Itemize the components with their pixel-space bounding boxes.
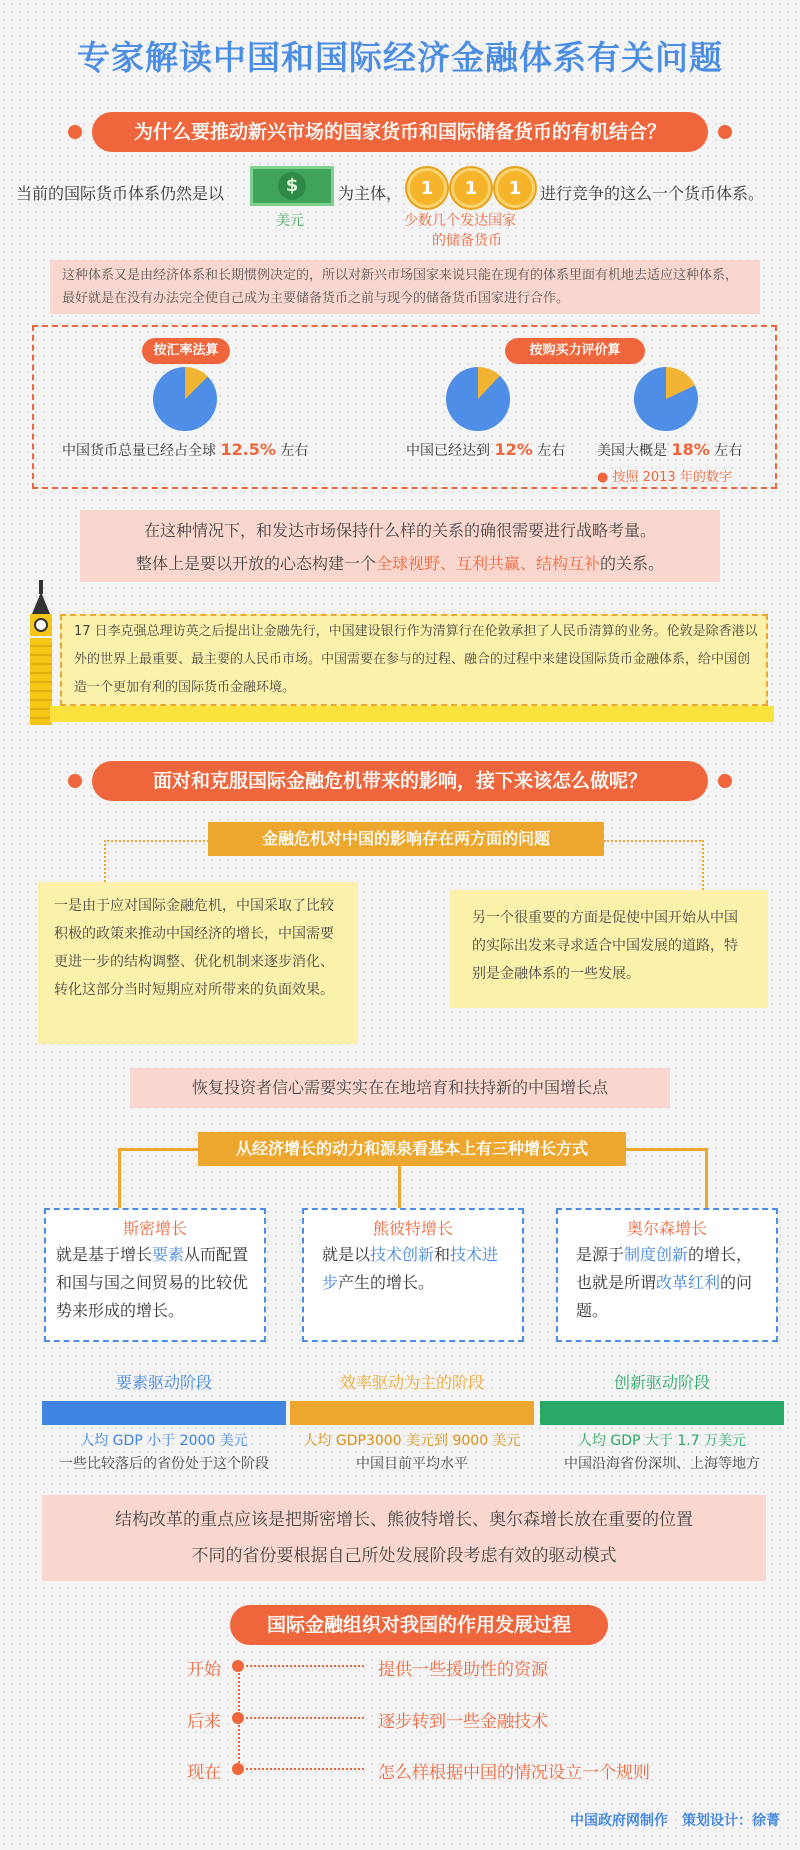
impact-connector-right	[604, 840, 704, 890]
schumpeter-box	[302, 1208, 524, 1342]
impact-right-box: 另一个很重要的方面是促使中国开始从中国的实际出发来寻求适合中国发展的道路，特别是金融体系的一些发展。	[450, 890, 768, 1008]
ppp-tag: 按购买力评价算	[505, 338, 645, 364]
timeline-what-2: 逐步转到一些金融技术	[378, 1712, 548, 1732]
schumpeter-highlight-2: 技术进步	[322, 1245, 499, 1292]
london-text: 17 日李克强总理访英之后提出让金融先行，中国建设银行作为清算行在伦敦承担了人民币清算的业务。伦敦是除香港以外的世界上最重要、最主要的人民币市场。中国需要在参与的过程、融合的过程中来建设国际货币金融体系，给中国创造一个更加有利的国际货币金融环境。	[74, 624, 758, 695]
schumpeter-text-3: 产生的增长。	[338, 1273, 435, 1292]
section1-question: 为什么要推动新兴市场的国家货币和国际储备货币的有机结合？	[92, 112, 708, 152]
three-ways-title: 从经济增长的动力和源泉看基本上有三种增长方式	[198, 1132, 626, 1166]
reform-line-2: 不同的省份要根据自己所处发展阶段考虑有效的驱动模式	[191, 1546, 617, 1566]
stage-3-desc: 中国沿海省份深圳、上海等地方	[564, 1456, 760, 1472]
big-ben-icon	[28, 580, 54, 725]
timeline-what-1: 提供一些援助性的资源	[378, 1660, 548, 1680]
olson-text-1: 是源于	[576, 1245, 625, 1264]
smith-text	[56, 1241, 254, 1325]
olson-text-3: 的问题。	[576, 1273, 753, 1320]
pie3-caption-post: 左右	[709, 443, 743, 459]
pie2-value: 12%	[494, 440, 533, 459]
strategy-ribbon	[80, 510, 720, 582]
pill-dot-right	[718, 125, 732, 139]
coins-label-2: 的储备货币	[432, 233, 502, 249]
timeline-when-3: 现在	[187, 1763, 221, 1783]
confidence-ribbon: 恢复投资者信心需要实实在在地培育和扶持新的中国增长点	[130, 1068, 670, 1108]
olson-box	[556, 1208, 778, 1342]
dollar-bill-icon	[250, 166, 334, 206]
timeline-dot-2	[232, 1712, 244, 1724]
pie3-value: 18%	[671, 440, 710, 459]
stage-3-gdp: 人均 GDP 大于 1.7 万美元	[577, 1433, 747, 1449]
strategy-line-2-pre: 整体上是要以开放的心态构建一个	[135, 554, 376, 573]
timeline-connector-3	[246, 1768, 364, 1770]
smith-text-1: 就是基于增长	[56, 1245, 153, 1264]
stage-3-bar	[540, 1401, 784, 1425]
schumpeter-highlight-1: 技术创新	[370, 1245, 435, 1264]
strategy-line-2	[80, 547, 720, 580]
olson-highlight-2: 改革红利	[656, 1273, 721, 1292]
stage-2-gdp: 人均 GDP3000 美元到 9000 美元	[303, 1433, 521, 1449]
timeline-connector-2	[246, 1717, 364, 1719]
stage-1	[42, 1370, 286, 1473]
coin-icon: 1	[495, 168, 535, 208]
stage-3-name: 创新驱动阶段	[613, 1373, 710, 1392]
stage-2-name: 效率驱动为主的阶段	[339, 1373, 484, 1392]
footer-credit: 中国政府网制作 策划设计：徐菁	[570, 1813, 780, 1829]
currency-line-part3: 进行竞争的这么一个货币体系。	[540, 184, 765, 203]
reform-line-1: 结构改革的重点应该是把斯密增长、熊彼特增长、奥尔森增长放在重要的位置	[115, 1510, 693, 1530]
schumpeter-text-2: 和	[434, 1245, 451, 1264]
system-explanation: 这种体系又是由经济体系和长期惯例决定的，所以对新兴市场国家来说只能在现有的体系里面有机地去适应这种体系，最好就是在没有办法完全使自己成为主要储备货币之前与现今的储备货币国家进行合作。	[50, 260, 760, 314]
strategy-line-1: 在这种情况下，和发达市场保持什么样的关系的确很需要进行战略考量。	[143, 521, 656, 540]
stage-2	[290, 1370, 534, 1473]
dollar-sign-icon: $	[278, 172, 306, 200]
stage-1-gdp: 人均 GDP 小于 2000 美元	[80, 1433, 248, 1449]
coin-icon: 1	[451, 168, 491, 208]
pill-dot-left	[68, 125, 82, 139]
pill-dot-right	[718, 774, 732, 788]
exchange-rate-tag: 按汇率法算	[142, 338, 230, 364]
smith-box	[44, 1208, 266, 1342]
schumpeter-title: 熊彼特增长	[372, 1219, 453, 1238]
section3-title: 国际金融组织对我国的作用发展过程	[230, 1605, 608, 1645]
pie2-caption-pre: 中国已经达到	[406, 443, 495, 459]
currency-line-part1: 当前的国际货币体系仍然是以	[16, 184, 225, 203]
coins-label-1: 少数几个发达国家	[404, 213, 516, 229]
timeline-what-3: 怎么样根据中国的情况设立一个规则	[378, 1763, 650, 1783]
pill-dot-left	[68, 774, 82, 788]
pie2-caption	[406, 440, 565, 460]
stage-1-desc: 一些比较落后的省份处于这个阶段	[59, 1456, 269, 1472]
olson-title: 奥尔森增长	[626, 1219, 707, 1238]
pie3-caption	[597, 440, 742, 460]
smith-text-2: 从而配置和国与国之间贸易的比较优势来形成的增长。	[56, 1245, 249, 1320]
timeline-connector-1	[246, 1665, 364, 1667]
pie-china-money	[153, 367, 217, 431]
impact-title: 金融危机对中国的影响存在两方面的问题	[208, 822, 604, 856]
stage-2-desc: 中国目前平均水平	[356, 1456, 468, 1472]
page-title: 专家解读中国和国际经济金融体系有关问题	[77, 38, 723, 77]
dollar-label: 美元	[276, 213, 304, 229]
stage-2-bar	[290, 1401, 534, 1425]
timeline-when-1: 开始	[187, 1660, 221, 1680]
impact-left-box: 一是由于应对国际金融危机，中国采取了比较积极的政策来推动中国经济的增长，中国需要更进一步的结构调整、优化机制来逐步消化、转化这部分当时短期应对所带来的负面效果。	[38, 882, 358, 1044]
pie1-caption-post: 左右	[275, 443, 309, 459]
reform-box	[42, 1495, 766, 1581]
currency-line-part2: 为主体，	[338, 184, 403, 203]
stage-3	[540, 1370, 784, 1473]
stage-1-bar	[42, 1401, 286, 1425]
coin-icon: 1	[407, 168, 447, 208]
pie2-caption-post: 左右	[532, 443, 566, 459]
pie-china-ppp	[446, 367, 510, 431]
section2-question: 面对和克服国际金融危机带来的影响，接下来该怎么做呢？	[92, 761, 708, 801]
timeline-dot-3	[232, 1763, 244, 1775]
smith-highlight: 要素	[152, 1245, 185, 1264]
schumpeter-text	[322, 1241, 504, 1297]
year-note: ● 按照 2013 年的数字	[597, 470, 732, 485]
olson-text	[576, 1241, 758, 1325]
strategy-highlight: 全球视野、互利共赢、结构互补	[375, 554, 600, 573]
olson-highlight-1: 制度创新	[624, 1245, 689, 1264]
timeline-dot-1	[232, 1660, 244, 1672]
pie3-caption-pre: 美国大概是	[597, 443, 672, 459]
schumpeter-text-1: 就是以	[322, 1245, 371, 1264]
pie1-value: 12.5%	[220, 440, 276, 459]
pie1-caption	[62, 440, 308, 460]
timeline-when-2: 后来	[187, 1712, 221, 1732]
olson-text-2: 的增长，也就是所谓	[576, 1245, 753, 1292]
pie1-caption-pre: 中国货币总量已经占全球	[62, 443, 221, 459]
smith-title: 斯密增长	[122, 1219, 187, 1238]
strategy-line-2-post: 的关系。	[600, 554, 665, 573]
stage-1-name: 要素驱动阶段	[115, 1373, 212, 1392]
london-bar	[50, 706, 774, 722]
pie-usa-ppp	[634, 367, 698, 431]
